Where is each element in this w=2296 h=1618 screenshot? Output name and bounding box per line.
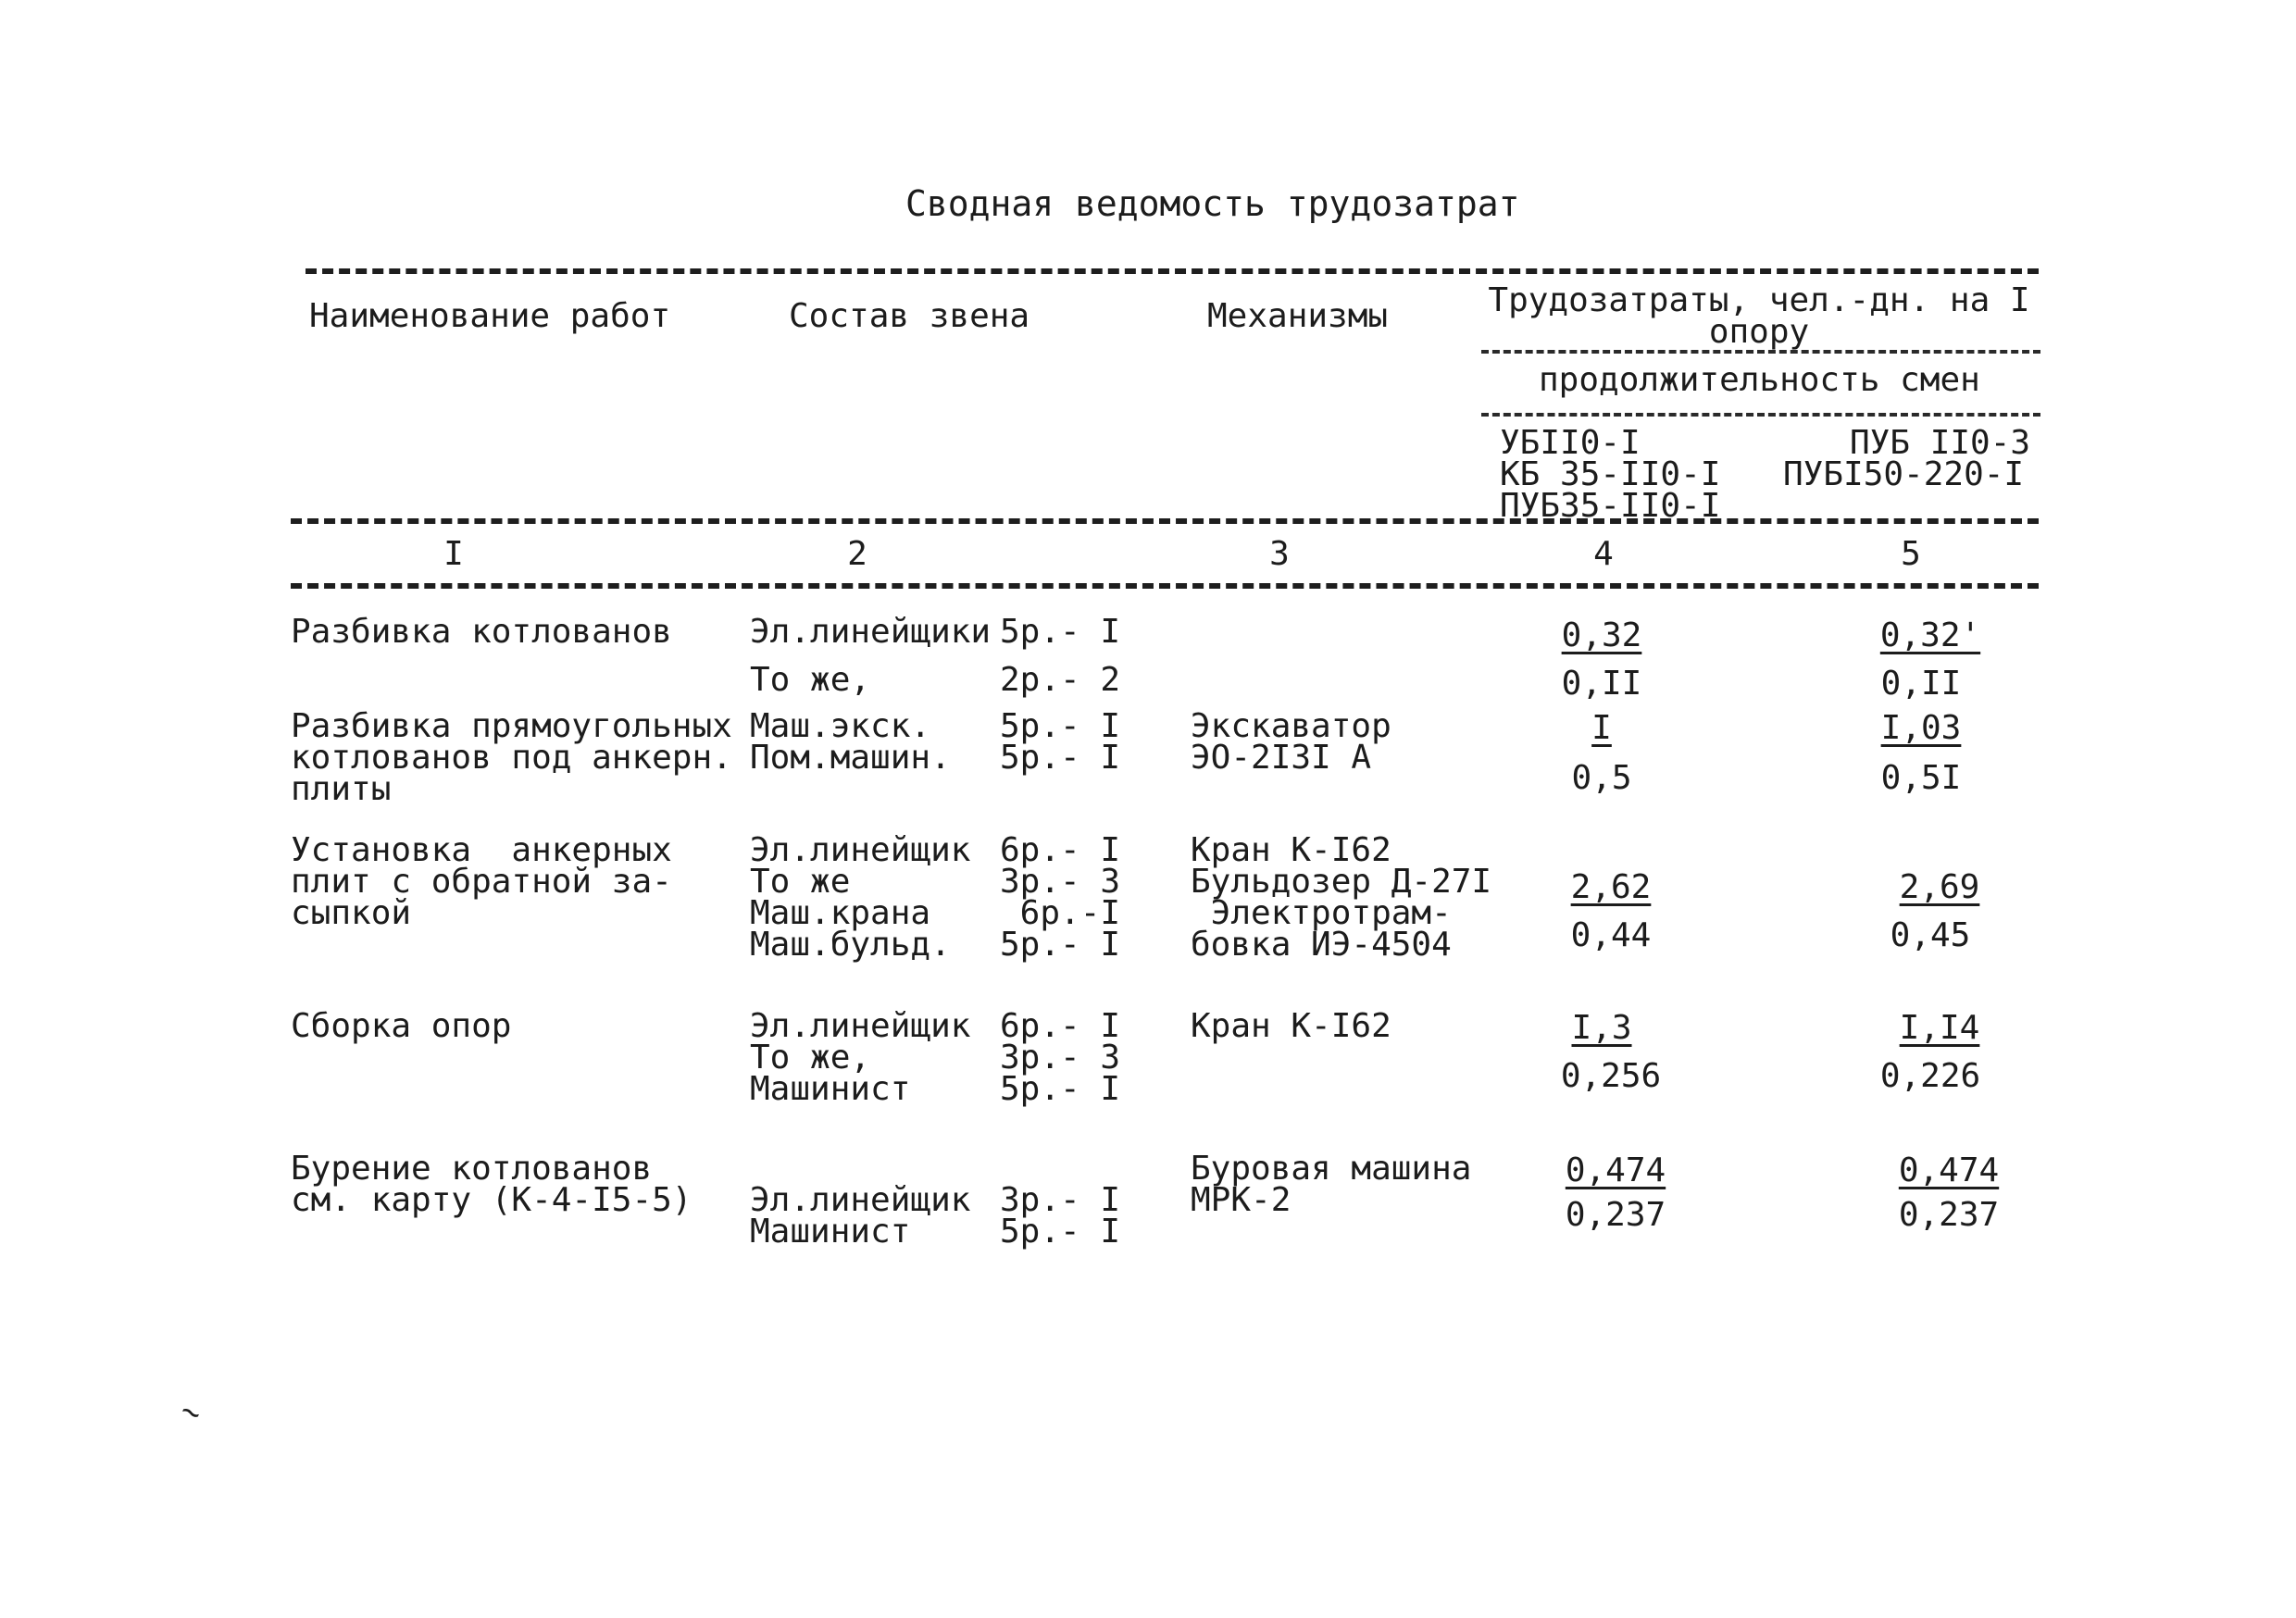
duration-value: 0,II <box>1880 665 1962 703</box>
labor-value: 0,474 <box>1898 1151 2000 1189</box>
labor-value: I <box>1591 709 1612 747</box>
crew-grade: 3р.- 3 <box>1000 1039 1121 1077</box>
work-name: котлованов под анкерн. <box>291 739 732 777</box>
work-name: Разбивка котлованов <box>291 613 672 651</box>
crew-member: Машинист <box>750 1070 911 1108</box>
column-number-3: 3 <box>1269 535 1290 573</box>
crew-member: Эл.линейщик <box>750 1181 971 1219</box>
crew-member: Маш.крана <box>750 894 931 932</box>
duration-value: 0,5 <box>1571 759 1632 797</box>
duration-value: 0,237 <box>1898 1196 2000 1234</box>
crew-member: Эл.линейщик <box>750 1007 971 1045</box>
work-name: Бурение котлованов <box>291 1150 653 1188</box>
crew-grade: 5р.- I <box>1000 1070 1121 1108</box>
duration-value: 0,5I <box>1880 759 1962 797</box>
column-header-duration: продолжительность смен <box>1539 361 1980 399</box>
crew-grade: 5р.- I <box>1000 926 1121 964</box>
work-name: плит с обратной за- <box>291 863 672 901</box>
column-number-2: 2 <box>847 535 867 573</box>
labor-value: 2,62 <box>1570 868 1652 906</box>
crew-grade: 3р.- 3 <box>1000 863 1121 901</box>
crew-grade: 2р.- 2 <box>1000 661 1121 699</box>
crew-member: То же, <box>750 1039 871 1077</box>
crew-member: Эл.линейщики <box>750 613 992 651</box>
column-header-machines: Механизмы <box>1207 297 1389 335</box>
machine: Кран К-I62 <box>1191 831 1391 869</box>
col4-header-line-2: КБ 35-II0-I <box>1500 455 1721 493</box>
labor-value: 2,69 <box>1899 868 1980 906</box>
work-name: см. карту (К-4-I5-5) <box>291 1181 693 1219</box>
work-name: плиты <box>291 770 392 808</box>
machine: бовка ИЭ-4504 <box>1191 926 1452 964</box>
labor-value: 0,32 <box>1561 616 1642 654</box>
crew-member: Эл.линейщик <box>750 831 971 869</box>
duration-value: 0,45 <box>1890 916 1971 954</box>
duration-value: 0,44 <box>1570 916 1652 954</box>
duration-value: 0,256 <box>1560 1057 1662 1095</box>
column-number-4: 4 <box>1593 535 1614 573</box>
numbers-bottom-rule <box>291 583 2039 589</box>
labor-value: I,I4 <box>1899 1009 1980 1047</box>
column-header-name: Наименование работ <box>309 297 671 335</box>
col5-header-line-1: ПУБ II0-3 <box>1850 424 2031 462</box>
header-top-rule <box>306 268 2039 274</box>
col4-header-line-3: ПУБ35-II0-I <box>1500 487 1721 525</box>
header-bottom-rule <box>291 518 2039 524</box>
crew-member: Маш.экск. <box>750 707 931 745</box>
crew-grade: 5р.- I <box>1000 707 1121 745</box>
duration-header-rule <box>1481 413 2040 417</box>
machine: МРК-2 <box>1191 1181 1292 1219</box>
crew-grade: 6р.- I <box>1000 831 1121 869</box>
crew-grade: 5р.- I <box>1000 1213 1121 1251</box>
labor-header-rule <box>1481 350 2040 354</box>
labor-value: I,03 <box>1880 709 1962 747</box>
labor-value: 0,32' <box>1879 616 1981 654</box>
work-name: Установка анкерных <box>291 831 672 869</box>
crew-member: Маш.бульд. <box>750 926 951 964</box>
work-name: сыпкой <box>291 894 412 932</box>
crew-member: Машинист <box>750 1213 911 1251</box>
machine: Экскаватор <box>1191 707 1391 745</box>
col4-header-line-1: УБII0-I <box>1500 424 1641 462</box>
crew-grade: 5р.- I <box>1000 739 1121 777</box>
crew-grade: 3р.- I <box>1000 1181 1121 1219</box>
machine: Электротрам- <box>1191 894 1452 932</box>
labor-value: 0,474 <box>1565 1151 1666 1189</box>
column-header-labor <box>1481 281 2037 351</box>
machine: Кран К-I62 <box>1191 1007 1391 1045</box>
duration-value: 0,II <box>1561 665 1642 703</box>
crew-grade: 6р.-I <box>1000 894 1121 932</box>
crew-grade: 5р.- I <box>1000 613 1121 651</box>
labor-header-text: Трудозатраты, чел.-дн. на I опору <box>1488 281 2030 351</box>
work-name: Разбивка прямоугольных <box>291 707 732 745</box>
duration-value: 0,226 <box>1879 1057 1981 1095</box>
column-number-1: I <box>443 535 464 573</box>
crew-member: Пом.машин. <box>750 739 951 777</box>
machine: Буровая машина <box>1191 1150 1472 1188</box>
crew-member: То же, <box>750 661 871 699</box>
column-header-crew: Состав звена <box>789 297 1030 335</box>
document-title: Сводная ведомость трудозатрат <box>905 183 1520 224</box>
col5-header-line-2: ПУБI50-220-I <box>1783 455 2025 493</box>
duration-value: 0,237 <box>1565 1196 1666 1234</box>
column-number-5: 5 <box>1901 535 1921 573</box>
machine: Бульдозер Д-27I <box>1191 863 1492 901</box>
labor-value: I,3 <box>1571 1009 1632 1047</box>
machine: ЭО-2I3I А <box>1191 739 1372 777</box>
page-mark: ~ <box>174 1391 207 1434</box>
crew-grade: 6р.- I <box>1000 1007 1121 1045</box>
crew-member: То же <box>750 863 851 901</box>
work-name: Сборка опор <box>291 1007 512 1045</box>
